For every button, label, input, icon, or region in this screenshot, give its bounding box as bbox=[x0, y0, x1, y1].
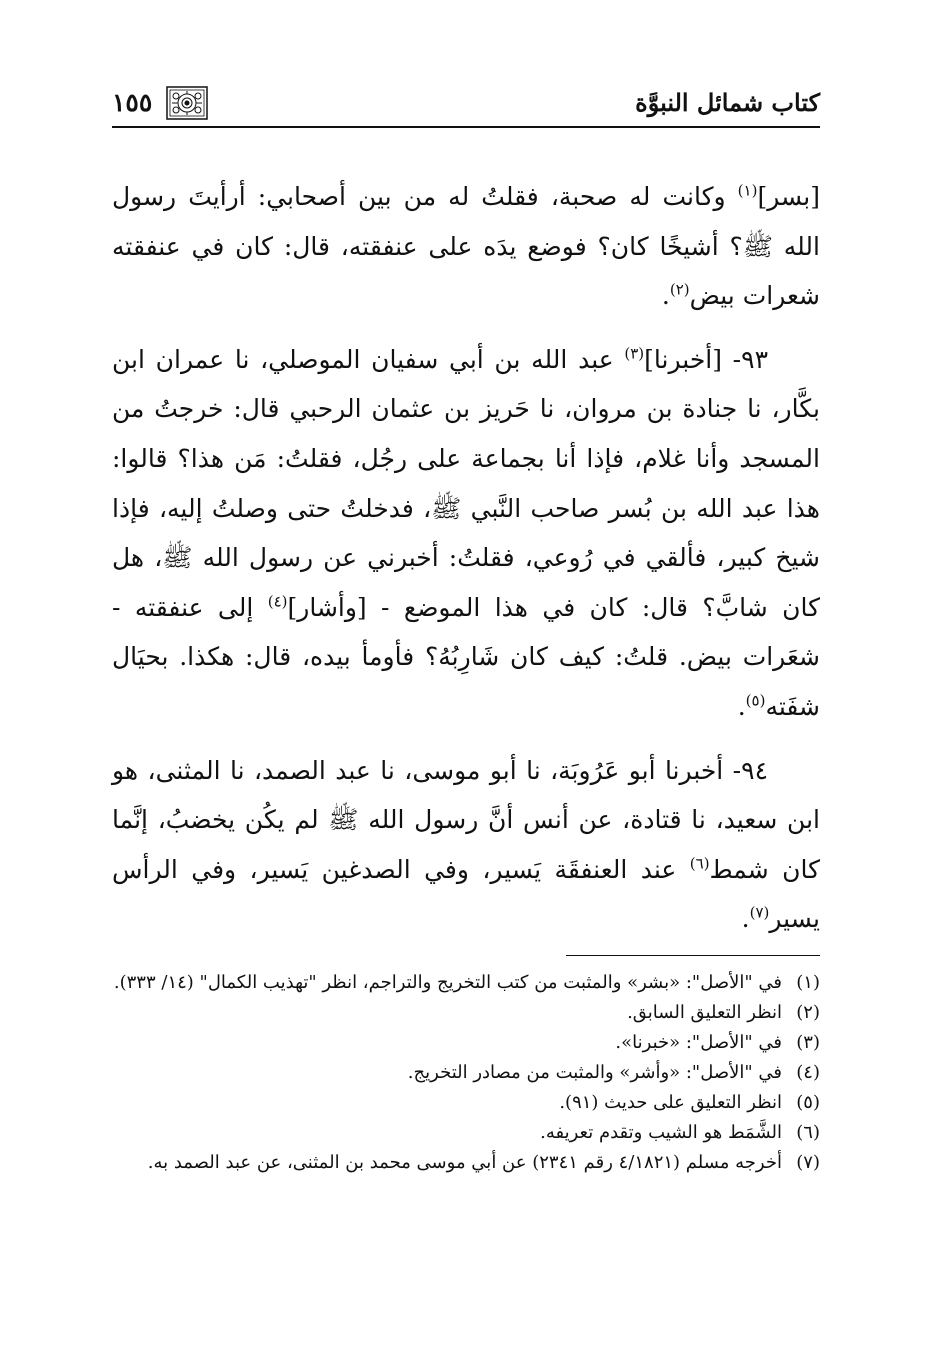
text-span: إلى عنفقته - شعَرات بيض. قلتُ: كيف كان شَارِبُهُ؟ فأومأ بيده، قال: هكذا. بحيَال شفَته bbox=[112, 592, 820, 721]
footnote-text: انظر التعليق السابق. bbox=[627, 1002, 782, 1023]
ornamental-rosette-icon bbox=[166, 86, 208, 120]
text-span: . bbox=[737, 691, 746, 721]
text-span: عبد الله بن أبي سفيان الموصلي، نا عمران ابن بكَّار، نا جنادة بن مروان، نا حَريز بن عثمان الرحبي قال: خرجتُ من المسجد وأنا غلام، فإذا أنا بجماعة على رجُل، فقلتُ: مَن هذا؟ قالوا: هذا عبد الله بن بُسر صاحب النَّبي ﷺ، فدخلتُ حتى وصلتُ إليه، فإذا شيخ كبير، فألقي في رُوعي، فقلتُ: أخبرني عن رسول الله ﷺ، هل كان شابَّ؟ قال: كان في هذا الموضع - [وأشار] bbox=[112, 344, 820, 622]
hadith-94 bbox=[112, 746, 820, 944]
book-title: كتاب شمائل النبوَّة bbox=[635, 88, 820, 117]
footnote-number: (٣) bbox=[796, 1032, 820, 1053]
footnote-number: (٦) bbox=[796, 1122, 820, 1143]
footnote-text: في "الأصل": «خبرنا». bbox=[615, 1032, 782, 1053]
footnote bbox=[112, 968, 820, 998]
footnote-text: الشَّمَط هو الشيب وتقدم تعريفه. bbox=[540, 1122, 782, 1143]
hadith-93 bbox=[112, 335, 820, 732]
footnote bbox=[112, 1148, 820, 1178]
text-span: ٩٤- أخبرنا أبو عَرُوبَة، نا أبو موسى، نا عبد الصمد، نا المثنى، هو ابن سعيد، نا قتادة، عن أنس أنَّ رسول الله ﷺ لم يكُن يخضبُ، إنَّما كان شمط bbox=[112, 755, 820, 884]
footnote-number: (٧) bbox=[796, 1152, 820, 1173]
footnote-ref: (٤) bbox=[267, 592, 288, 611]
running-header bbox=[112, 84, 820, 128]
footnote-ref: (٦) bbox=[689, 854, 710, 873]
header-rule bbox=[112, 126, 820, 128]
text-span: ٩٣- [أخبرنا] bbox=[644, 344, 768, 374]
footnote-ref: (٧) bbox=[749, 903, 770, 922]
footnote-number: (٤) bbox=[796, 1062, 820, 1083]
text-span: . bbox=[661, 281, 670, 311]
text-span: وكانت له صحبة، فقلتُ له من بين أصحابي: أرأيتَ رسول الله ﷺ؟ أشيخًا كان؟ فوضع يدَه على عنفقته، قال: كان في عنفقته شعرات بيض bbox=[112, 182, 820, 311]
footnote-text: في "الأصل": «بشر» والمثبت من كتب التخريج والتراجم، انظر "تهذيب الكمال" (١٤/ ٣٣٣). bbox=[113, 972, 782, 993]
footnote-number: (٥) bbox=[796, 1092, 820, 1113]
footnotes bbox=[112, 968, 820, 1178]
footnote bbox=[112, 998, 820, 1028]
footnote-ref: (٥) bbox=[745, 691, 766, 710]
footnote-ref: (٣) bbox=[624, 344, 645, 363]
footnote-number: (٢) bbox=[796, 1002, 820, 1023]
footnote bbox=[112, 1088, 820, 1118]
text-span: . bbox=[741, 904, 750, 934]
paragraph-continuation bbox=[112, 172, 820, 321]
footnote bbox=[112, 1118, 820, 1148]
footnote-number: (١) bbox=[796, 972, 820, 993]
footnote-ref: (٢) bbox=[669, 280, 690, 299]
footnote bbox=[112, 1028, 820, 1058]
footnote-separator bbox=[566, 955, 820, 956]
footnote-text: في "الأصل": «وأشر» والمثبت من مصادر التخريج. bbox=[407, 1062, 782, 1083]
page-number: ١٥٥ bbox=[112, 88, 153, 117]
footnote-text: أخرجه مسلم (٤/١٨٢١ رقم ٢٣٤١) عن أبي موسى محمد بن المثنى، عن عبد الصمد به. bbox=[147, 1152, 782, 1173]
text-span: عند العنفقَة يَسير، وفي الصدغين يَسير، وفي الرأس يسير bbox=[112, 854, 820, 934]
footnote-ref: (١) bbox=[737, 181, 758, 200]
footnote-text: انظر التعليق على حديث (٩١). bbox=[559, 1092, 782, 1113]
footnote bbox=[112, 1058, 820, 1088]
text-span: [بسر] bbox=[757, 182, 820, 211]
main-text bbox=[112, 172, 820, 944]
